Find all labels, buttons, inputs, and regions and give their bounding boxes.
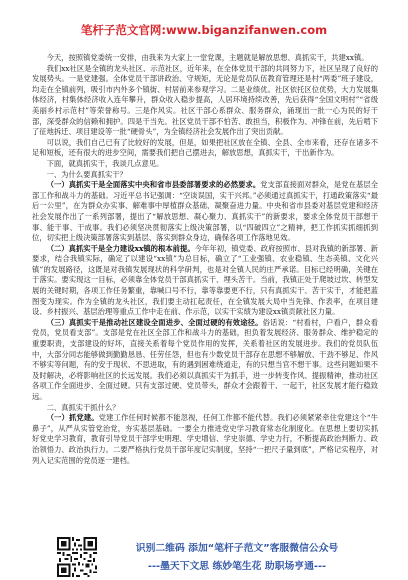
item-lead: （三）真抓实干是推动社区建设全面进步、全面过硬的有效途径。 <box>46 317 263 327</box>
footer-line-qr-prompt: 识别二维码 添加“笔杆子范文”客服微信公众号 <box>135 543 339 554</box>
item-lead: （二）真抓实干是全力建设xx镇的根本前提。 <box>46 243 195 253</box>
overview-paragraph: 我们xx社区是全镇的龙头社区、示范社区，近年来，在全体党员干部的共同努力下，社区呈现了良好的发展势头。一是党建强。全体党员干部讲政治、守规矩，无论是党员队伍教育管理还是村“两委”班子建设，均走在全镇前列，吸引市内外多个镇街、村居前来参观学习。二是业绩优。社区依托区位优势，大力发展集体经济，村集体经济收入连年攀升，群众收入稳步提高，人居环境持续改善，先后获得“全国文明村”“省级美丽乡村示范村”等荣誉称号。三是作风实。社区干部心系群众、服务群众，涌现出一批一心为民的好干部，深受群众的信赖和拥护。四是干当先。社区党员干部不怕苦、敢担当，积极作为、冲锋在前，先后啃下了征地拆迁、项目建设等一批“硬骨头”，为全镇经济社会发展作出了突出贡献。 <box>32 63 378 137</box>
section1-item-3 <box>32 318 378 403</box>
footer-line-slogan: ---墨天下文思 练妙笔生花 助职场亨通--- <box>147 561 327 572</box>
intro-paragraph: 今天，按照镇党委统一安排，由我来为大家上一堂党课，主题就是解放思想、真抓实干，共建xx镇。 <box>46 53 369 62</box>
section-heading-what: 二、真抓实干抓什么？ <box>46 402 120 412</box>
item-text: 党建工作任何时候都不能忽视，任何工作都不能代替。我们必须紧紧牵住党建这个“牛鼻子”，从严从实管党治党，夯实基层基础。一要全力推进党史学习教育常态化制度化。在思想上要切实抓好党史学习教育，教育引导党员干部学史明理、学史增信、学史崇德、学史力行，不断提高政治判断力、政治领悟力、政治执行力。二要严格执行党员干部年度记实制度，坚持“一把尺子量到底”，严格记实程序，对列入记实范围的党员逐一建档。 <box>32 413 379 465</box>
section1-item-1 <box>32 180 378 244</box>
footer-promo <box>106 542 368 573</box>
site-title: 笔杆子范文官网:www.biganzifanwen.com <box>80 23 328 37</box>
item-text: 党支部直接面对群众，是党在基层全部工作和战斗力的基础。习近平总书记强调：“空谈误国，实干兴邦。”必须通过真抓实干，打通政策落实“最后一公里”，在为群众办实事、解难事中厚植群众基础、凝聚奋进力量。中央和省市县委对基层党建和经济社会发展作出了一系列部署，提出了“解放思想、凝心聚力、真抓实干”的新要求，要求全体党员干部想干事、能干事、干成事。我们必须坚决贯彻落实上级决策部署，以“四破四立”之精神，把工作抓实抓细抓到位，切实把上级决策部署落实到基层、落实到群众身边，确保各项工作落地见效。 <box>32 180 379 243</box>
item-text: 俗话说：“村看村，户看户，群众看党员，党员看支部”。支部是党在社区全部工作和战斗力的基础，担负着发展经济、服务群众、维护稳定的重要职责，支部建设的好坏，直接关系着每个党员作用的发挥，关系着社区的发展进步。我们的党员队伍中，大部分同志能够做到勤勤恳恳、任劳任怨，但也有少数党员干部存在思想不够解放、干劲不够足、作风不够实等问题，有的安于现状、不思进取，有的遇到困难绕道走，有的只想当官不想干事。这些问题如果不及时解决，必将影响社区的长远发展。我们必须以真抓实干为抓手，进一步转变作风、提振精神，推动社区各项工作全面进步、全面过硬。只有支部过硬、党员带头，群众才会跟着干、一起干，社区发展才能行稳致远。 <box>32 317 378 401</box>
site-header <box>0 22 408 38</box>
qr-code-icon <box>57 537 97 577</box>
transition-paragraph: 下面，就真抓实干，我谈几点意见。 <box>46 158 164 168</box>
item-lead: （一）真抓实干是全面落实中央和省市县委部署要求的必然要求。 <box>46 180 261 190</box>
document-body <box>32 53 378 466</box>
section-heading-why: 一、为什么要真抓实干？ <box>46 169 127 179</box>
item-text: 今年年初，镇党委、政府按照市、县对我镇的新部署、新要求，结合我镇实际，确定了以建设“xx镇”为总目标，确立了“工业强镇、农业稳镇、生态美镇、文化兴镇”的发展路径，这既是对我镇发展现状的科学研判，也是对全镇人民的庄严承诺。目标已经明确，关键在于落实。要实现这一目标，必须靠全体党员干部真抓实干、埋头苦干。当前，我镇正处于爬坡过坎、转型发展的关键时期，各项工作任务繁重，靠喊口号不行，靠等靠要更不行，只有真抓实干、苦干实干，才能把蓝图变为现实。作为全镇的龙头社区，我们要主动扛起责任，在全镇发展大局中当先锋、作表率，在项目建设、乡村振兴、基层治理等重点工作中走在前、作示范，以实干实绩为建设xx镇贡献社区力量。 <box>32 243 379 317</box>
item-lead: （一）抓党建。 <box>46 413 99 423</box>
section2-item-1 <box>32 413 378 466</box>
assessment-paragraph: 可以说，我们自己已有了比较好的发展，但是，如果把社区放在全镇、全县、全市来看，还存在诸多不足和短板，还有很大的进步空间，需要我们把自己摆进去，解放思想，真抓实干，干出新作为。 <box>32 137 378 158</box>
section1-item-2 <box>32 244 378 318</box>
